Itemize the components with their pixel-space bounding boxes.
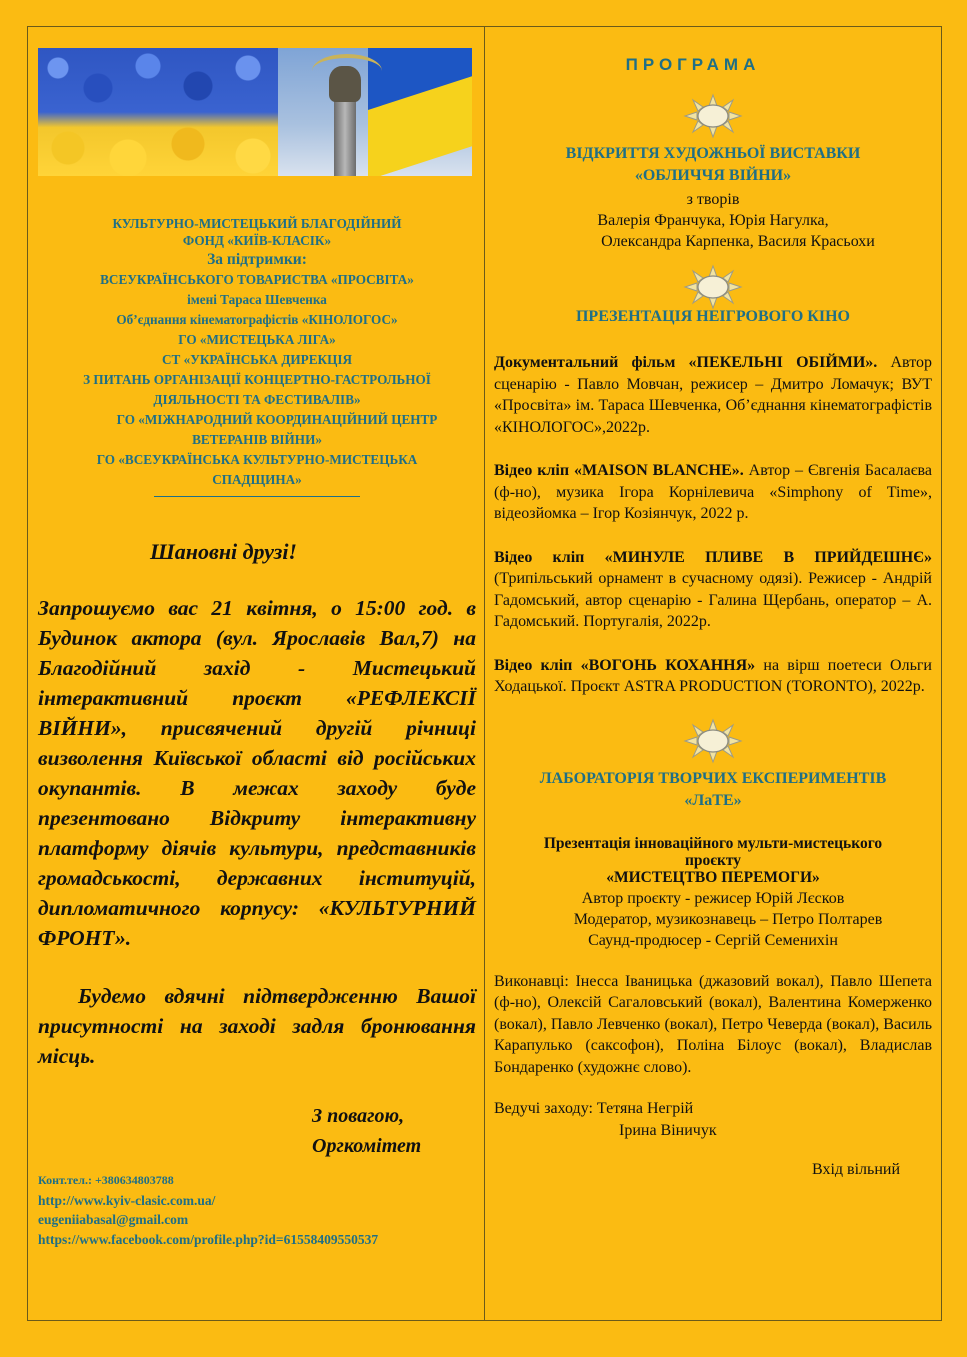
sun-ornament-icon — [682, 93, 744, 139]
org-line: ГО «МИСТЕЦЬКА ЛІГА» — [178, 332, 336, 347]
contact-site-link[interactable]: http://www.kyiv-clasic.com.ua/ — [38, 1192, 216, 1208]
detail-line: Олександра Карпенка, Василя Красьохи — [601, 233, 875, 250]
invitation-text: Запрошуємо вас 21 квітня, о 15:00 год. в Будинок актора (вул. Ярославів Вал,7) на Благодійний захід - Мистецький інтерактивний проєкт «РЕФЛЕКСІЇ ВІЙНИ», присвячений другій річниці визволення Київської області від російських окупантів. В межах заходу буде презентовано Відкриту інтерактивну платформу діячів культури, представників громадськості, державних інституцій, дипломатичного корпусу: «КУЛЬТУРНИЙ ФРОНТ». — [38, 596, 476, 950]
org-line: КУЛЬТУРНО-МИСТЕЦЬКИЙ БЛАГОДІЙНИЙ — [112, 216, 402, 231]
film-description: Автор – Євгенія Басалаєва (ф-но), музика Ігора Корнілевича «Simphony of Time», відеозйомка – Ігор Козіянчук, 2022 р. — [494, 462, 933, 522]
section-title — [494, 143, 932, 187]
presentation-project-name: «МИСТЕЦТВО ПЕРЕМОГИ» — [606, 868, 820, 886]
presentation-credits — [494, 888, 932, 951]
film-title: Відео кліп «ВОГОНЬ КОХАННЯ» — [494, 656, 756, 674]
film-description: (Трипільський орнамент в сучасному одязі). Режисер - Андрій Гадомський, автор сценарію - Галина Щербань, оператор – А. Гадомський. Португалія, 2022р. — [494, 570, 932, 630]
org-line: За підтримки: — [207, 251, 307, 268]
org-line: ВЕТЕРАНІВ ВІЙНИ» — [192, 432, 322, 447]
org-line: ГО «ВСЕУКРАЇНСЬКА КУЛЬТУРНО-МИСТЕЦЬКА — [96, 452, 418, 467]
org-line: З ПИТАНЬ ОРГАНІЗАЦІЇ КОНЦЕРТНО-ГАСТРОЛЬНОЇ — [83, 372, 431, 387]
film-title: Відео кліп «МИНУЛЕ ПЛИВЕ В ПРИЙДЕШНЄ» — [494, 548, 932, 566]
film-item — [494, 547, 932, 633]
film-description: Автор сценарію - Павло Мовчан, режисер – Дмитро Ломачук; ВУТ «Просвіта» ім. Тараса Шевченка, Об’єднання кінематографістів «КІНОЛОГОС»,2022р. — [494, 354, 932, 436]
performers-text: Виконавці: Інесса Іваницька (джазовий вокал), Павло Шепета (ф-но), Олексій Сагаловський (вокал), Валентина Комерженко (вокал), Павло Левченко (вокал), Петро Чеверда (вокал), Василь Карапулько (саксофон), Поліна Білоус (вокал), Владислав Бондаренко (художнє слово). — [494, 972, 932, 1076]
presentation-block — [494, 834, 932, 888]
regards-line: З повагою, — [312, 1105, 405, 1127]
detail-line: Валерія Франчука, Юрія Нагулка, — [597, 212, 829, 229]
film-title: Документальний фільм «ПЕКЕЛЬНІ ОБІЙМИ». — [494, 354, 878, 371]
greeting: Шановні друзі! — [150, 539, 297, 564]
presentation-line: проєкту — [684, 851, 742, 869]
org-line: Об’єднання кінематографістів «КІНОЛОГОС» — [116, 312, 398, 327]
detail-line: з творів — [686, 191, 740, 208]
contact-email-link[interactable]: eugeniiabasal@gmail.com — [38, 1212, 189, 1227]
film-item — [494, 655, 932, 698]
presentation-line: Презентація інноваційного мульти-мистецького — [543, 834, 883, 852]
exhibition-details — [494, 189, 932, 252]
host-line: Ведучі заходу: Тетяна Негрій — [494, 1100, 694, 1117]
contact-facebook-link[interactable]: https://www.facebook.com/profile.php?id=61558409550537 — [38, 1231, 379, 1247]
sun-ornament-icon — [682, 718, 744, 764]
org-line: ФОНД «КИЇВ-КЛАСІК» — [182, 233, 332, 248]
lab-section-title — [494, 768, 932, 812]
signature-line: Оргкомітет — [312, 1135, 422, 1157]
sun-ornament-icon — [682, 264, 744, 310]
film-item — [494, 352, 932, 438]
exhibition-name: «ОБЛИЧЧЯ ВІЙНИ» — [634, 167, 792, 184]
left-column — [38, 48, 476, 1249]
film-section-title: ПРЕЗЕНТАЦІЯ НЕІГРОВОГО КІНО — [575, 308, 850, 325]
org-line: ВСЕУКРАЇНСЬКОГО ТОВАРИСТВА «ПРОСВІТА» — [100, 272, 414, 287]
column-divider — [484, 26, 485, 1321]
hosts-block — [494, 1098, 932, 1141]
org-line: ГО «МІЖНАРОДНИЙ КООРДИНАЦІЙНИЙ ЦЕНТР — [116, 412, 438, 427]
blue-yellow-flowers — [38, 48, 288, 176]
org-line: ДІЯЛЬНОСТІ ТА ФЕСТИВАЛІВ» — [153, 392, 361, 407]
program-title: ПРОГРАМА — [625, 55, 761, 74]
credit-line: Автор проєкту - режисер Юрій Лєсков — [581, 889, 845, 907]
credit-line: Саунд-продюсер - Сергій Семенихін — [588, 931, 838, 949]
separator-line — [154, 496, 360, 497]
film-item — [494, 460, 932, 525]
film-description: на вірш поетеси Ольги Ходацької. Проєкт ASTRA PRODUCTION (TORONTO), 2022р. — [494, 656, 932, 695]
thanks-text: Будемо вдячні підтвердженню Вашої присутності на заході задля бронювання місць. — [38, 984, 476, 1068]
monument-statue — [329, 66, 361, 102]
organizers-block — [38, 214, 476, 497]
regards-block — [38, 1101, 476, 1161]
contacts-block — [38, 1171, 476, 1249]
org-line: СТ «УКРАЇНСЬКА ДИРЕКЦІЯ — [161, 352, 352, 367]
exhibition-title: ВІДКРИТТЯ ХУДОЖНЬОЇ ВИСТАВКИ — [565, 145, 861, 162]
org-line: імені Тараса Шевченка — [187, 292, 327, 307]
film-title: Відео кліп «MAISON BLANCHE». — [494, 462, 744, 479]
contact-phone: Конт.тел.: +380634803788 — [38, 1173, 174, 1187]
host-line: Ірина Віничук — [619, 1121, 717, 1139]
right-column — [494, 55, 932, 1181]
org-line: СПАДЩИНА» — [212, 472, 302, 487]
free-entry: Вхід вільний — [812, 1161, 901, 1178]
ukraine-hero-image — [38, 48, 472, 176]
credit-line: Модератор, музикознавець – Петро Полтарев — [573, 910, 883, 928]
lab-name: «ЛаТЕ» — [684, 791, 742, 809]
lab-title: ЛАБОРАТОРІЯ ТВОРЧИХ ЕКСПЕРИМЕНТІВ — [539, 769, 887, 787]
